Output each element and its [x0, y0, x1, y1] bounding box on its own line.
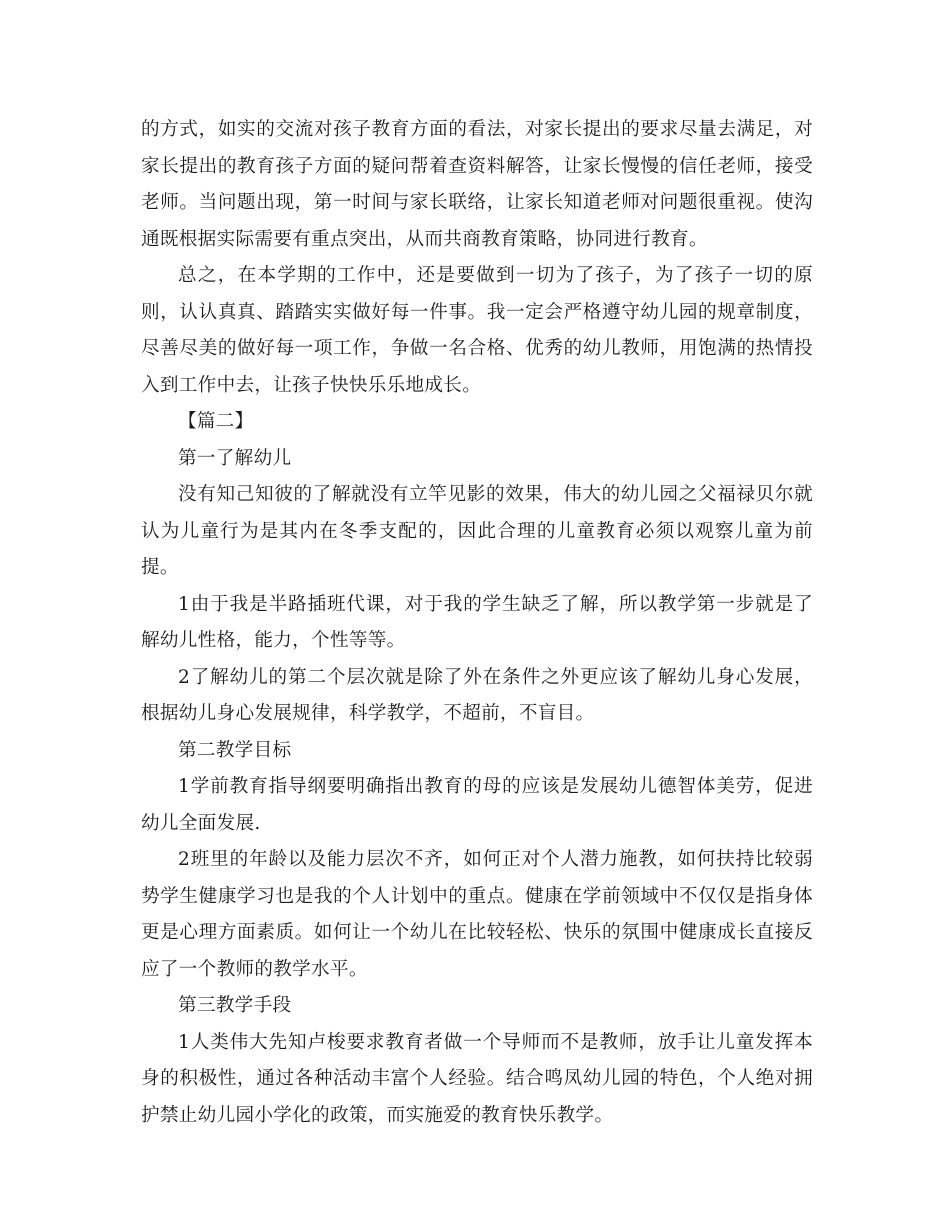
- paragraph-point-1-understanding: 1由于我是半路插班代课，对于我的学生缺乏了解，所以教学第一步就是了解幼儿性格，能力，个性等等。: [141, 593, 813, 651]
- document-body: [141, 112, 813, 1134]
- paragraph-point-2-goals: 2班里的年龄以及能力层次不齐，如何正对个人潜力施教，如何扶持比较弱势学生健康学习也是我的个人计划中的重点。健康在学前领域中不仅仅是指身体更是心理方面素质。如何让一个幼儿在比较轻松、快乐的氛围中健康成长直接反应了一个教师的教学水平。: [141, 849, 813, 980]
- paragraph-point-1-methods: 1人类伟大先知卢梭要求教育者做一个导师而不是教师，放手让儿童发挥本身的积极性，通过各种活动丰富个人经验。结合鸣凤幼儿园的特色，个人绝对拥护禁止幼儿园小学化的政策，而实施爱的教育快乐教学。: [141, 1031, 813, 1126]
- paragraph-point-1-goals: 1学前教育指导纲要明确指出教育的母的应该是发展幼儿德智体美劳，促进幼儿全面发展.: [141, 776, 813, 834]
- subheading-understand-children: 第一了解幼儿: [178, 447, 292, 469]
- subheading-teaching-methods: 第三教学手段: [178, 995, 292, 1016]
- paragraph-communication-continued: 的方式，如实的交流对孩子教育方面的看法，对家长提出的要求尽量去满足，对家长提出的教育孩子方面的疑问帮着查资料解答，让家长慢慢的信任老师，接受老师。当问题出现，第一时间与家长联络，让家长知道老师对问题很重视。使沟通既根据实际需要有重点突出，从而共商教育策略，协同进行教育。: [141, 119, 813, 250]
- paragraph-froebel: 没有知己知彼的了解就没有立竿见影的效果，伟大的幼儿园之父福禄贝尔就认为儿童行为是其内在冬季支配的，因此合理的儿童教育必须以观察儿童为前提。: [141, 484, 813, 578]
- paragraph-conclusion: 总之，在本学期的工作中，还是要做到一切为了孩子，为了孩子一切的原则，认认真真、踏踏实实做好每一件事。我一定会严格遵守幼儿园的规章制度，尽善尽美的做好每一项工作，争做一名合格、优秀的幼儿教师，用饱满的热情投入到工作中去，让孩子快快乐乐地成长。: [141, 265, 813, 396]
- paragraph-point-2-understanding: 2了解幼儿的第二个层次就是除了外在条件之外更应该了解幼儿身心发展，根据幼儿身心发展规律，科学教学，不超前，不盲目。: [141, 666, 813, 724]
- subheading-teaching-goals: 第二教学目标: [178, 739, 292, 761]
- section-heading-part-two: 【篇二】: [178, 411, 254, 432]
